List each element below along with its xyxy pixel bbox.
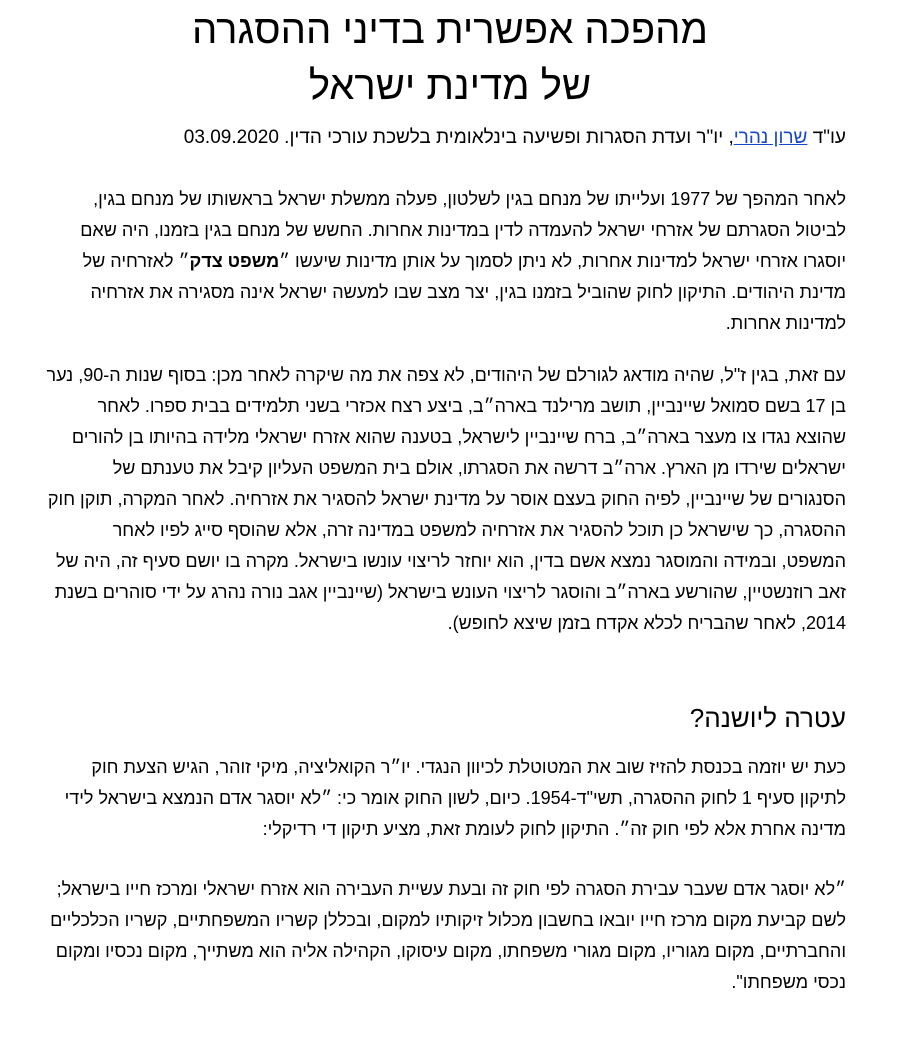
paragraph-1 xyxy=(46,184,846,339)
paragraph-2: עם זאת, בגין ז"ל, שהיה מודאג לגורלם של היהודים, לא צפה את מה שיקרה לאחר מכן: בסוף שנות ה-90, נער בן 17 בשם סמואל שיינביין, תושב מרילנד בארה״ב, ביצע רצח אכזרי בשני תלמידים בבית ספרו. לאחר שהוצא נגדו צו מעצר בארה״ב, ברח שיינביין לישראל, בטענה שהוא אזרח ישראלי מלידה בהיותו בן להורים ישראלים שירדו מן הארץ. ארה״ב דרשה את הסגרתו, אולם בית המשפט העליון קיבל את טענתם של הסנגורים של שיינביין, לפיה החוק בעצם אוסר על מדינת ישראל להסגיר את אזרחיה. לאחר המקרה, תוקן חוק ההסגרה, כך שישראל כן תוכל להסגיר את אזרחיה למשפט במדינה זרה, אלא שהוסף סייג לפיו לאחר המשפט, ובמידה והמוסגר נמצא אשם בדין, הוא יוחזר לריצוי עונשו בישראל. מקרה בו יושם סעיף זה, היה של זאב רוזנשטיין, שהורשע בארה״ב והוסגר לריצוי העונש בישראל (שיינביין אגב נורה נהרג על ידי סוהרים בשנת 2014, לאחר שהבריח לכלא אקדח בזמן שיצא לחופש). xyxy=(46,365,846,633)
title-line-1: מהפכה אפשרית בדיני ההסגרה xyxy=(191,8,709,52)
byline-prefix: עו"ד xyxy=(807,127,846,148)
paragraph-4-quote: ״לא יוסגר אדם שעבר עבירת הסגרה לפי חוק זה ובעת עשיית העבירה הוא אזרח ישראלי ומרכז חייו בישראל; לשם קביעת מקום מרכז חייו יובאו בחשבון מכלול זיקותיו למקום, ובכללן קשריו המשפחתיים, קשריו הכלכליים והחברתיים, מקום מגוריו, מקום מגורי משפחתו, מקום עיסוקו, הקהילה אליה הוא משתייך, מקום נכסיו ומקום נכסי משפחתו". xyxy=(50,879,846,992)
paragraph-1-text-a: לאחר המהפך של 1977 ועלייתו של מנחם בגין לשלטון, פעלה ממשלת ישראל בראשותו של מנחם בגין, לביטול הסגרתם של אזרחי ישראל להעמדה לדין במדינות אחרות. החשש של מנחם בגין בזמנו, היה שאם יוסגרו אזרחי ישראל למדינות אחרות, לא ניתן לסמוך על אותן מדינות שיעשו ״ xyxy=(80,189,846,271)
paragraph-1-bold: משפט צדק xyxy=(189,251,280,271)
paragraph-3: כעת יש יוזמה בכנסת להזיז שוב את המטוטלת לכיוון הנגדי. יו״ר הקואליציה, מיקי זוהר, הגיש הצעת חוק לתיקון סעיף 1 לחוק ההסגרה, תשי"ד-1954. כיום, לשון החוק אומר כי: ״לא יוסגר אדם הנמצא בישראל לידי מדינה אחרת אלא לפי חוק זה״. התיקון לחוק לעומת זאת, מציע תיקון די רדיקלי: xyxy=(64,757,846,839)
paragraph-1-text-b: ״ לאזרחיה של מדינת היהודים. התיקון לחוק שהוביל בזמנו בגין, יצר מצב שבו למעשה ישראל אינה מסגירה את אזרחיה למדינות אחרות. xyxy=(82,251,846,333)
title-line-2: של מדינת ישראל xyxy=(308,64,592,108)
byline-suffix: , יו"ר ועדת הסגרות ופשיעה בינלאומית בלשכת עורכי הדין. 03.09.2020 xyxy=(183,127,734,148)
article-title xyxy=(0,0,900,114)
byline xyxy=(46,122,846,154)
author-link[interactable]: שרון נהרי xyxy=(733,127,808,148)
section-heading: עטרה ליושנה? xyxy=(689,703,846,733)
